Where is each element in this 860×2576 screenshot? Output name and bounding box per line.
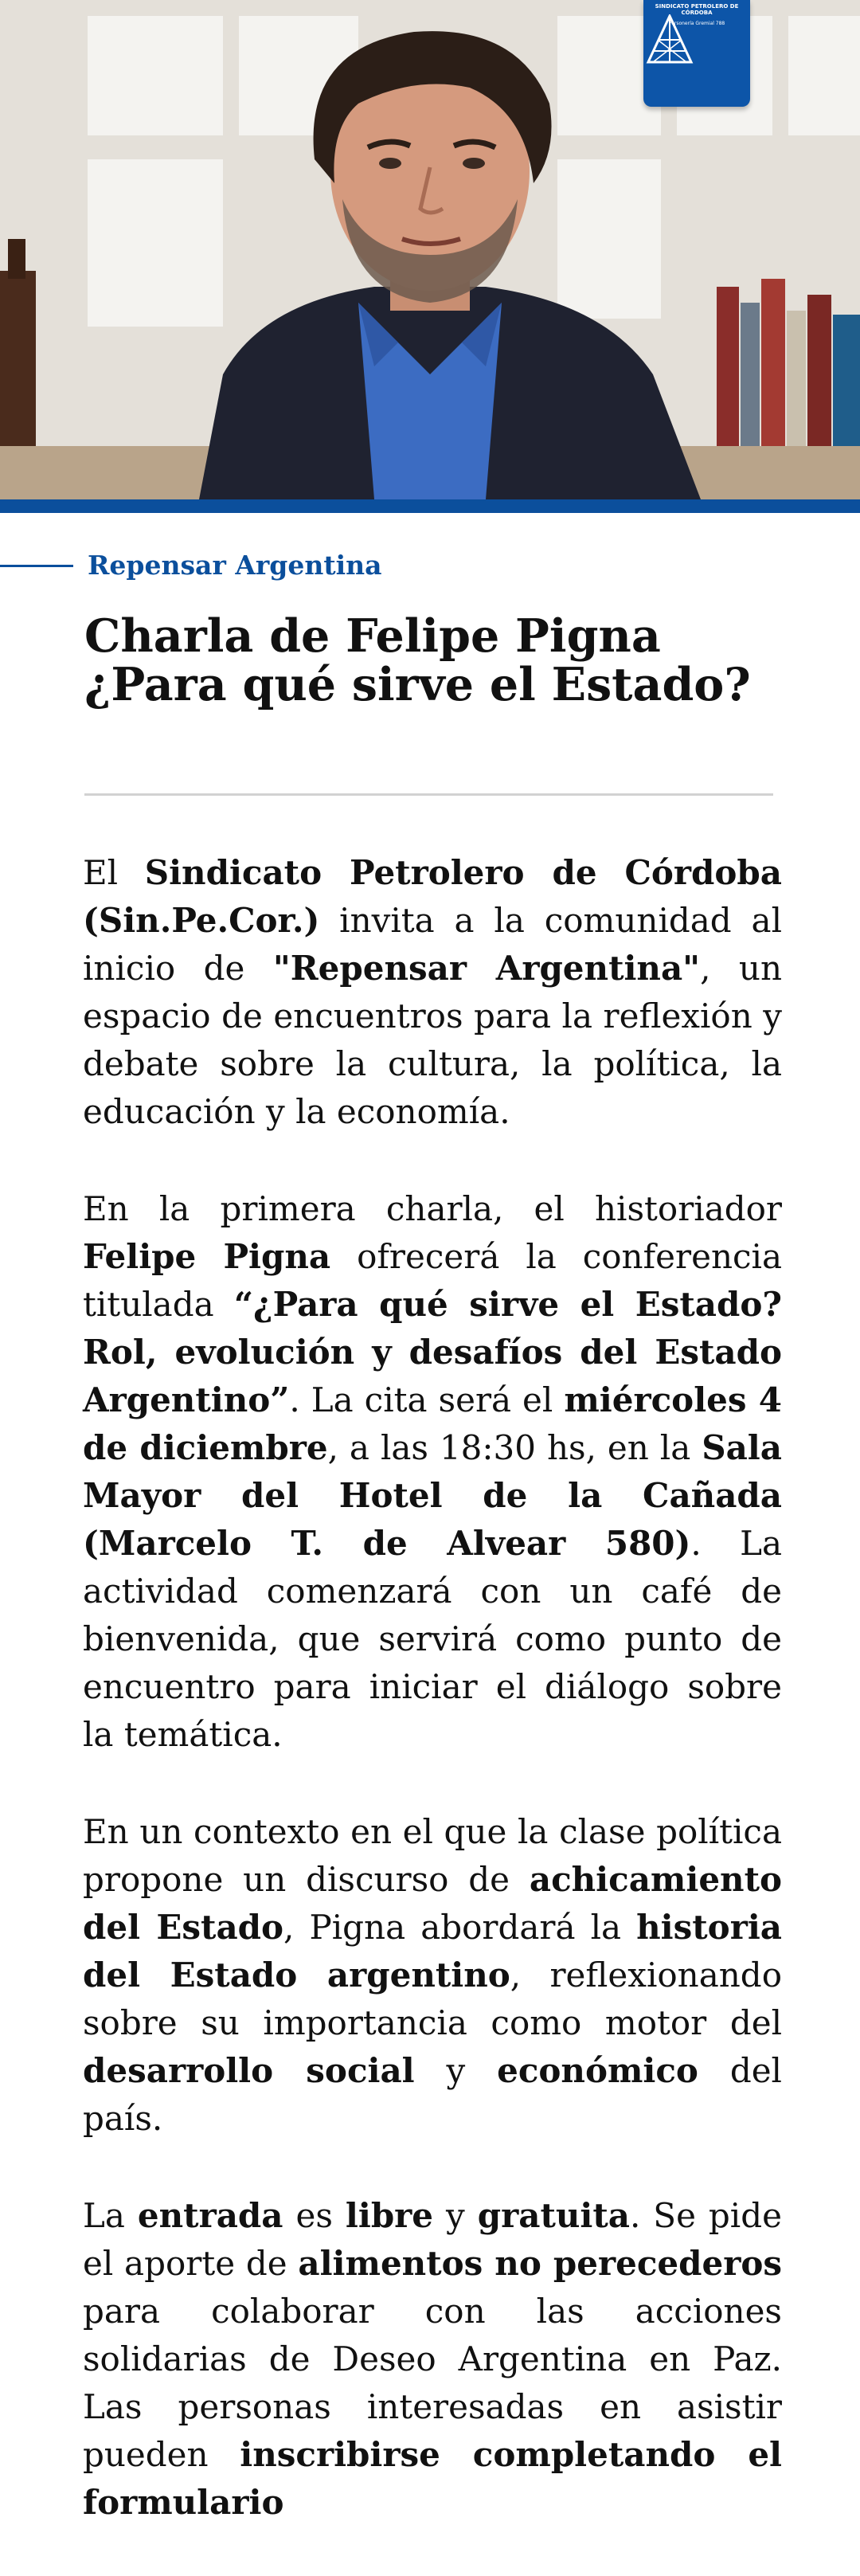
text-run: y: [414, 2051, 498, 2090]
text-run: , reflexionando sobre su importancia como motor del: [83, 1955, 782, 2042]
article-title: Charla de Felipe Pigna ¿Para qué sirve el Estado?: [84, 609, 751, 711]
text-run: La: [83, 2196, 138, 2235]
paragraph-3: [83, 1808, 782, 2143]
paragraph-4: [83, 2192, 782, 2527]
category-row: [0, 548, 860, 583]
text-run: para colaborar con las acciones solidarias de Deseo Argentina en Paz. Las personas interesadas en asistir pueden: [83, 2292, 782, 2474]
text-run: , Pigna abordará la: [283, 1908, 637, 1947]
bold-text-run: libre: [345, 2196, 434, 2235]
bold-text-run: gratuita: [477, 2196, 630, 2235]
bold-text-run: achicamiento del Estado: [83, 1860, 782, 1947]
text-run: , un espacio de encuentros para la reflexión y debate sobre la cultura, la política, la educación y la economía.: [83, 949, 782, 1131]
text-run: En un contexto en el que la clase política propone un discurso de: [83, 1812, 782, 1899]
bold-text-run: "Repensar Argentina": [272, 949, 701, 988]
paragraph-1: [83, 849, 782, 1136]
text-run: , a las 18:30 hs, en la: [327, 1428, 702, 1467]
bold-text-run: Felipe Pigna: [83, 1237, 331, 1276]
hero-image: [0, 0, 860, 499]
bold-text-run: entrada: [137, 2196, 283, 2235]
text-run: En la primera charla, el historiador: [83, 1189, 782, 1228]
logo-text: SINDICATO PETROLERO DE CÓRDOBA: [655, 3, 739, 16]
bold-text-run: “¿Para qué sirve el Estado? Rol, evolución y desafíos del Estado Argentino”: [83, 1285, 782, 1419]
category-link[interactable]: Repensar Argentina: [88, 550, 382, 581]
text-run: ofrecerá la conferencia titulada: [83, 1237, 782, 1324]
text-run: y: [433, 2196, 478, 2235]
bold-text-run: miércoles 4 de diciembre: [83, 1380, 783, 1467]
text-run: El: [83, 853, 145, 892]
title-divider: [84, 793, 773, 796]
bold-text-run: alimentos no perecederos: [298, 2244, 782, 2283]
bold-text-run: historia del Estado argentino: [83, 1908, 782, 1995]
category-accent-line: [0, 565, 73, 567]
bold-text-run: desarrollo social: [83, 2051, 415, 2090]
bold-text-run: inscribirse completando el formulario: [83, 2435, 782, 2522]
paragraph-2: [83, 1185, 782, 1759]
text-run: es: [283, 2196, 346, 2235]
logo-subtext: Personería Gremial 788: [668, 21, 725, 26]
bold-text-run: Sala Mayor del Hotel de la Cañada (Marcelo T. de Alvear 580): [83, 1428, 782, 1563]
text-run: invita a la comunidad al inicio de: [83, 901, 782, 988]
union-logo-badge: [643, 0, 750, 107]
text-run: . Se pide el aporte de: [83, 2196, 782, 2283]
article-body: [83, 849, 782, 2576]
bold-text-run: económico: [497, 2051, 698, 2090]
text-run: del país.: [83, 2051, 782, 2138]
text-run: . La actividad comenzará con un café de bienvenida, que servirá como punto de encuentro para iniciar el diálogo sobre la temática.: [83, 1524, 782, 1754]
oil-derrick-logo-icon: [643, 14, 696, 67]
bold-text-run: Sindicato Petrolero de Córdoba (Sin.Pe.Cor.): [83, 853, 782, 940]
hero-accent-bar: [0, 499, 860, 513]
text-run: . La cita será el: [289, 1380, 565, 1419]
